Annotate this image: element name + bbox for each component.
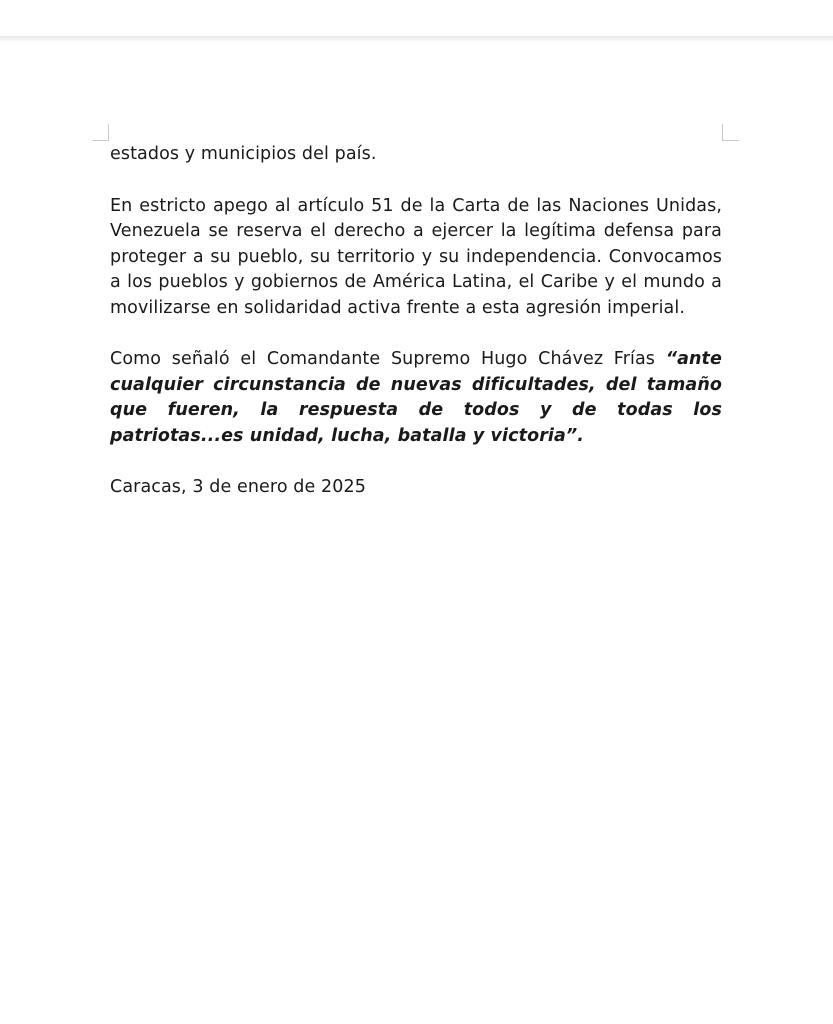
signature-date-line: Caracas, 3 de enero de 2025 <box>110 477 366 497</box>
document-page <box>0 42 833 1024</box>
paragraph-chavez-quote <box>110 347 722 449</box>
top-right-margin-mark <box>722 124 739 141</box>
continuation-line: estados y municipios del país. <box>110 144 377 164</box>
top-left-margin-mark <box>92 124 109 141</box>
paragraph-legitimate-defense: En estricto apego al artículo 51 de la Carta de las Naciones Unidas, Venezuela se reserva el derecho a ejercer la legítima defensa para proteger a su pueblo, su territorio y su independencia. Convocamos a los pueblos y gobiernos de América Latina, el Caribe y el mundo a movilizarse en solidaridad activa frente a esta agresión imperial. <box>110 195 722 318</box>
viewer-top-bar <box>0 0 833 38</box>
quote-text: “ante cualquier circunstancia de nuevas dificultades, del tamaño que fueren, la respuesta de todos y de todas los patriotas...es unidad, lucha, batalla y victoria”. <box>110 349 722 446</box>
document-body <box>110 142 722 527</box>
quote-intro: Como señaló el Comandante Supremo Hugo Chávez Frías <box>110 349 655 369</box>
